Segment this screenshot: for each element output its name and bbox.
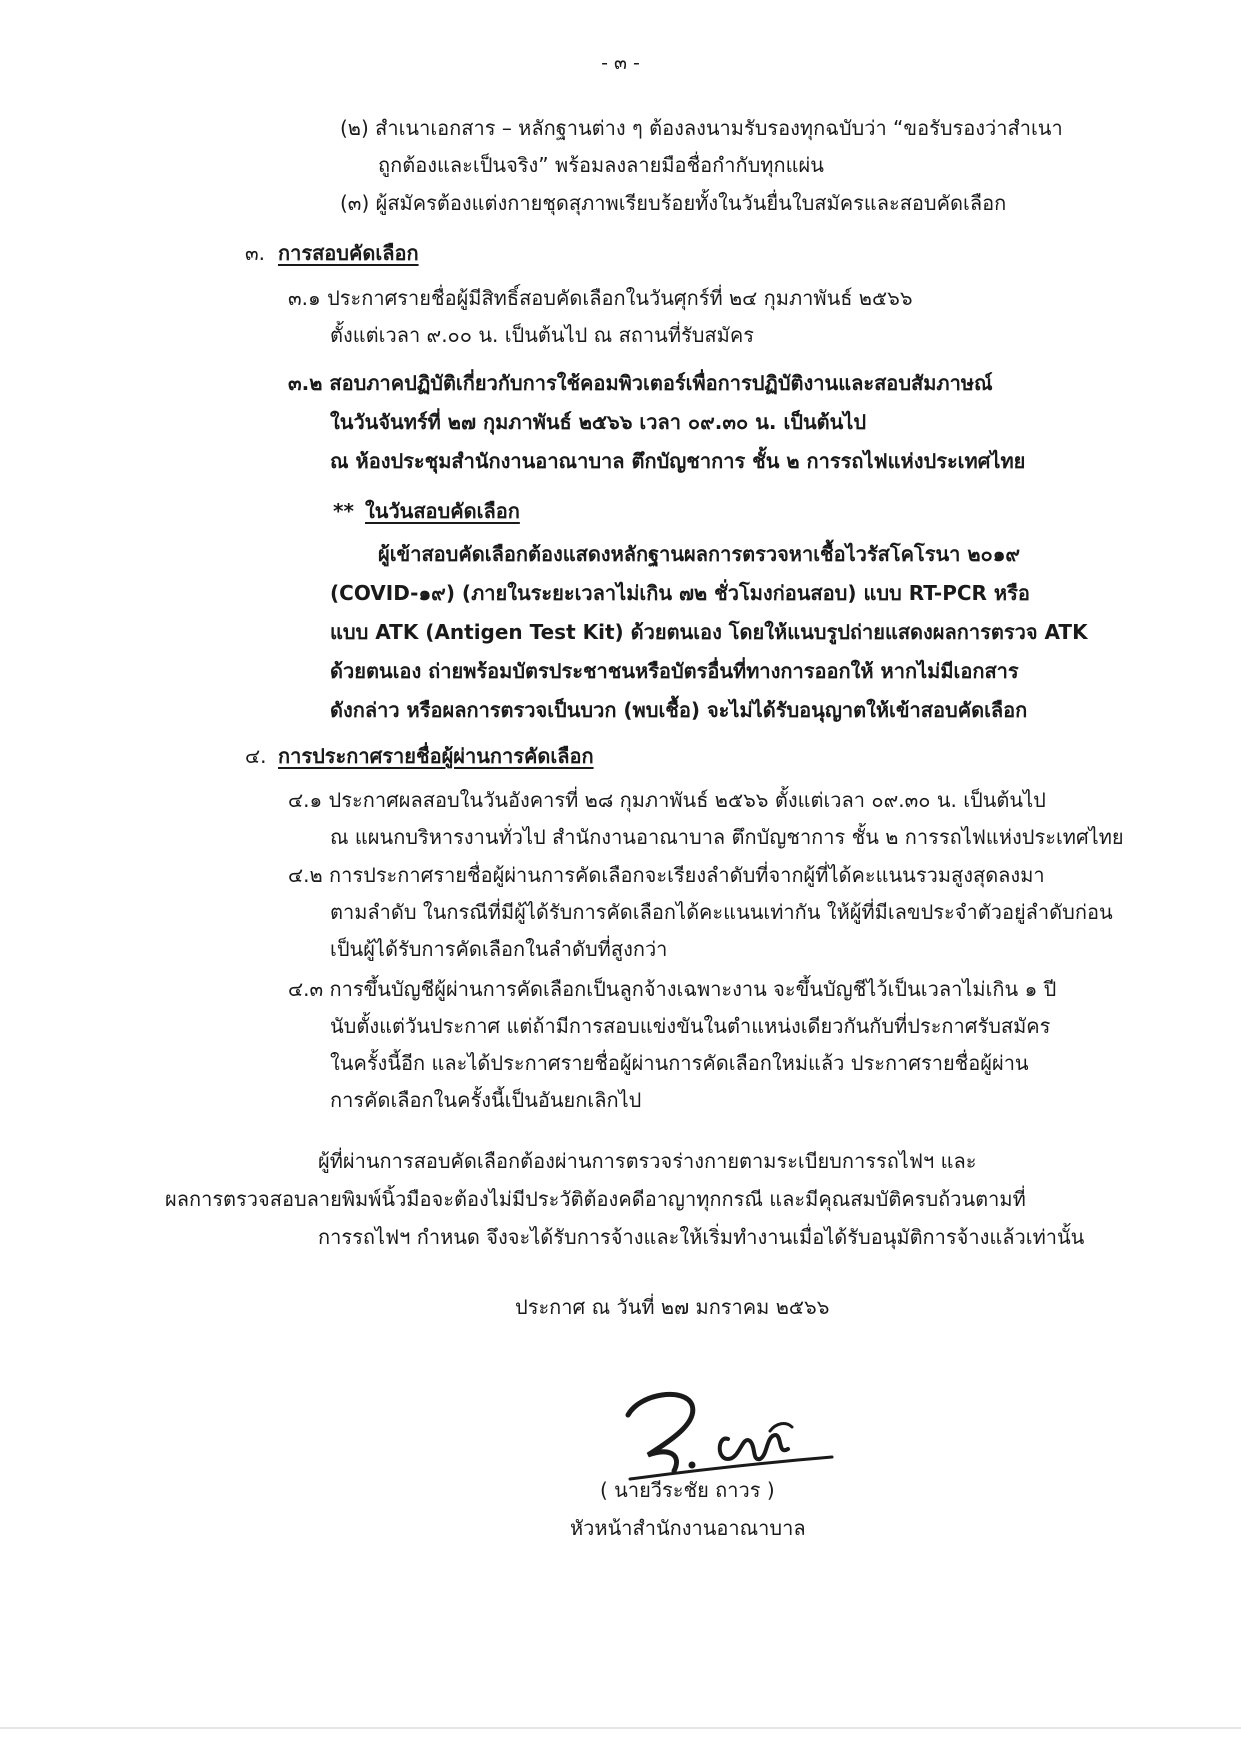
item-3-line-1: (๓) ผู้สมัครต้องแต่งกายชุดสุภาพเรียบร้อยทั้งในวันยื่นใบสมัครและสอบคัดเลือก <box>340 191 1007 215</box>
section-3-1-line-2: ตั้งแต่เวลา ๙.๐๐ น. เป็นต้นไป ณ สถานที่รับสมัคร <box>330 323 754 347</box>
section-4-1-line-1: ๔.๑ ประกาศผลสอบในวันอังคารที่ ๒๘ กุมภาพันธ์ ๒๕๖๖ ตั้งแต่เวลา ๐๙.๓๐ น. เป็นต้นไป <box>288 788 1046 812</box>
item-2-line-2: ถูกต้องและเป็นจริง” พร้อมลงลายมือชื่อกำกับทุกแผ่น <box>378 153 824 177</box>
closing-line-3: การรถไฟฯ กำหนด จึงจะได้รับการจ้างและให้เริ่มทำงานเมื่อได้รับอนุมัติการจ้างแล้วเท่านั้น <box>318 1225 1085 1249</box>
section-4-3-line-4: การคัดเลือกในครั้งนี้เป็นอันยกเลิกไป <box>330 1088 642 1112</box>
section-4-heading: การประกาศรายชื่อผู้ผ่านการคัดเลือก <box>278 744 594 768</box>
section-4-2-line-1: ๔.๒ การประกาศรายชื่อผู้ผ่านการคัดเลือกจะเรียงลำดับที่จากผู้ที่ได้คะแนนรวมสูงสุดลงมา <box>288 863 1045 887</box>
note-line-5: ดังกล่าว หรือผลการตรวจเป็นบวก (พบเชื้อ) จะไม่ได้รับอนุญาตให้เข้าสอบคัดเลือก <box>330 698 1028 722</box>
item-2-line-1: (๒) สำเนาเอกสาร – หลักฐานต่าง ๆ ต้องลงนามรับรองทุกฉบับว่า “ขอรับรองว่าสำเนา <box>340 116 1063 140</box>
section-4-3-line-1: ๔.๓ การขึ้นบัญชีผู้ผ่านการคัดเลือกเป็นลูกจ้างเฉพาะงาน จะขึ้นบัญชีไว้เป็นเวลาไม่เกิน ๑ ปี <box>288 977 1057 1001</box>
note-heading: ในวันสอบคัดเลือก <box>365 499 520 523</box>
closing-line-1: ผู้ที่ผ่านการสอบคัดเลือกต้องผ่านการตรวจร่างกายตามระเบียบการรถไฟฯ และ <box>318 1149 977 1173</box>
page-bottom-edge <box>0 1727 1241 1729</box>
page-number: - ๓ - <box>601 52 640 74</box>
section-4-3-line-2: นับตั้งแต่วันประกาศ แต่ถ้ามีการสอบแข่งขันในตำแหน่งเดียวกันกับที่ประกาศรับสมัคร <box>330 1014 1051 1038</box>
section-4-2-line-3: เป็นผู้ได้รับการคัดเลือกในลำดับที่สูงกว่า <box>330 937 668 961</box>
note-stars: ** <box>333 499 354 523</box>
note-line-2: (COVID-๑๙) (ภายในระยะเวลาไม่เกิน ๗๒ ชั่วโมงก่อนสอบ) แบบ RT-PCR หรือ <box>330 581 1030 605</box>
section-3-2-line-1: ๓.๒ สอบภาคปฏิบัติเกี่ยวกับการใช้คอมพิวเตอร์เพื่อการปฏิบัติงานและสอบสัมภาษณ์ <box>288 371 993 395</box>
section-3-number: ๓. <box>245 241 266 265</box>
note-line-1: ผู้เข้าสอบคัดเลือกต้องแสดงหลักฐานผลการตรวจหาเชื้อไวรัสโคโรนา ๒๐๑๙ <box>378 542 1021 566</box>
section-4-3-line-3: ในครั้งนี้อีก และได้ประกาศรายชื่อผู้ผ่านการคัดเลือกใหม่แล้ว ประกาศรายชื่อผู้ผ่าน <box>330 1051 1029 1075</box>
signature <box>600 1375 840 1485</box>
section-3-1-line-1: ๓.๑ ประกาศรายชื่อผู้มีสิทธิ์สอบคัดเลือกในวันศุกร์ที่ ๒๔ กุมภาพันธ์ ๒๕๖๖ <box>288 286 913 310</box>
section-3-heading: การสอบคัดเลือก <box>278 241 419 265</box>
signer-title: หัวหน้าสำนักงานอาณาบาล <box>570 1516 806 1540</box>
announcement-date: ประกาศ ณ วันที่ ๒๗ มกราคม ๒๕๖๖ <box>515 1295 830 1319</box>
section-4-2-line-2: ตามลำดับ ในกรณีที่มีผู้ได้รับการคัดเลือกได้คะแนนเท่ากัน ให้ผู้ที่มีเลขประจำตัวอยู่ลำดับก่อน <box>330 900 1113 924</box>
handwritten-signature-icon <box>600 1375 840 1485</box>
signer-name: ( นายวีระชัย ถาวร ) <box>600 1478 775 1502</box>
note-line-4: ด้วยตนเอง ถ่ายพร้อมบัตรประชาชนหรือบัตรอื่นที่ทางการออกให้ หากไม่มีเอกสาร <box>330 659 1019 683</box>
section-4-number: ๔. <box>245 744 267 768</box>
section-3-2-line-3: ณ ห้องประชุมสำนักงานอาณาบาล ตึกบัญชาการ ชั้น ๒ การรถไฟแห่งประเทศไทย <box>330 449 1026 473</box>
note-line-3: แบบ ATK (Antigen Test Kit) ด้วยตนเอง โดยให้แนบรูปถ่ายแสดงผลการตรวจ ATK <box>330 620 1088 644</box>
closing-line-2: ผลการตรวจสอบลายพิมพ์นิ้วมือจะต้องไม่มีประวัติต้องคดีอาญาทุกกรณี และมีคุณสมบัติครบถ้วนตามที่ <box>165 1187 1026 1211</box>
section-3-2-line-2: ในวันจันทร์ที่ ๒๗ กุมภาพันธ์ ๒๕๖๖ เวลา ๐๙.๓๐ น. เป็นต้นไป <box>330 410 867 434</box>
section-4-1-line-2: ณ แผนกบริหารงานทั่วไป สำนักงานอาณาบาล ตึกบัญชาการ ชั้น ๒ การรถไฟแห่งประเทศไทย <box>330 825 1124 849</box>
